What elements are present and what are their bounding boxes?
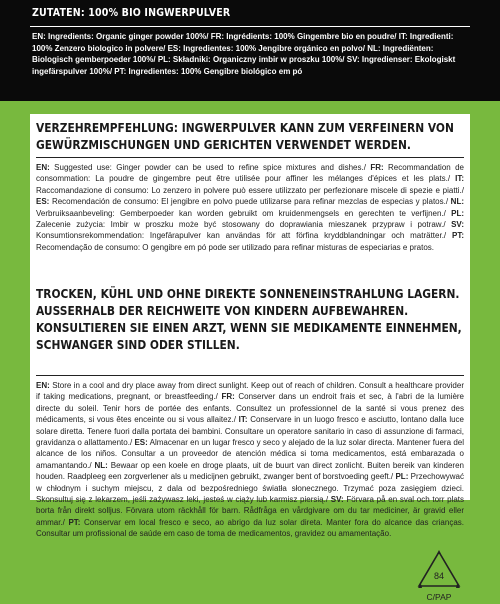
recycling-number: 84 bbox=[433, 571, 445, 581]
storage-code: EN: bbox=[36, 381, 50, 390]
ingredient-code: EN: bbox=[32, 32, 46, 41]
storage-text: Bewaar op een koele en droge plaats, uit de buurt van direct zonlicht. Buiten bereik van kinderen houden. Raadpleeg een zorgverlener als u medicijnen gebruikt, zwanger bent of borstvoeding geeft./ bbox=[36, 460, 464, 482]
usage-divider bbox=[36, 157, 464, 158]
ingredient-text: Ingredientes: 100% Jengibre orgánico en polvo/ bbox=[180, 43, 368, 53]
ingredient-code: PT: bbox=[114, 66, 127, 76]
usage-text: Konsumtionsrekommendation: Ingefärapulver kan användas för att förfina kryddblandningar och maträtter./ bbox=[36, 231, 452, 241]
storage-heading: TROCKEN, KÜHL UND OHNE DIREKTE SONNENEINSTRAHLUNG LAGERN. AUSSERHALB DER REICHWEITE VON KINDERN AUFBEWAHREN. KONSULTIEREN SIE EINEN ARZT, WENN SIE MEDIKAMENTE EINNEHMEN, SCHWANGER SIND ODER STILLEN. bbox=[36, 286, 462, 352]
ingredient-text: Ingredienser: Ekologiskt ingefärspulver 100%/ bbox=[32, 55, 456, 76]
ingredient-text: Ingrediënten: Biologisch gemberpoeder 100%/ bbox=[32, 43, 434, 64]
ingredient-code: ES: bbox=[167, 43, 181, 53]
usage-text: Verbruiksaanbeveling: Gemberpoeder kan worden gebruikt om kruidenmengsels en gerechten te verfijnen./ bbox=[36, 208, 452, 218]
ingredient-text: Składniki: Organiczny imbir w proszku 100%/ bbox=[170, 55, 347, 64]
usage-code: SV: bbox=[451, 220, 464, 230]
usage-code: EN: bbox=[36, 163, 50, 172]
recycling-code: C/PAP bbox=[426, 592, 452, 602]
storage-code: PT: bbox=[68, 517, 81, 527]
usage-code: PT: bbox=[452, 231, 464, 241]
usage-code: NL: bbox=[450, 197, 464, 207]
usage-text: Recommandation de consommation: La poudre de gingembre peut être utilisée pour affiner les mélanges d'épices et les plats./ bbox=[36, 163, 465, 184]
ingredients-section bbox=[0, 0, 500, 101]
usage-code: IT: bbox=[455, 174, 464, 184]
usage-code: ES: bbox=[36, 197, 50, 207]
storage-code: SV: bbox=[330, 495, 344, 505]
ingredients-translations bbox=[32, 31, 468, 77]
usage-code: PL: bbox=[451, 208, 464, 218]
storage-code: IT: bbox=[238, 415, 248, 425]
ingredient-code: NL: bbox=[367, 43, 381, 53]
usage-translations bbox=[36, 162, 464, 253]
usage-text: Suggested use: Ginger powder can be used to refine spice mixtures and dishes./ bbox=[49, 163, 371, 172]
storage-code: ES: bbox=[134, 438, 148, 448]
ingredient-text: Ingrédients: 100% Gingembre bio en poudre/ bbox=[224, 32, 399, 41]
ingredients-title: ZUTATEN: 100% BIO INGWERPULVER bbox=[32, 6, 231, 19]
storage-text: Conservare in un luogo fresco e asciutto, lontano dalla luce solare diretta. Tenere fuori dalla portata dei bambini. Consultare un operatore sanitario in caso di assunzione di farmaci, gravidanza o allattamento./ bbox=[36, 415, 464, 448]
storage-code: PL: bbox=[395, 472, 409, 482]
usage-text: Zalecenie zużycia: Imbir w proszku może być stosowany do doprawiania mieszanek przypraw i potraw./ bbox=[36, 220, 452, 230]
usage-text: Recomendação de consumo: O gengibre em pó pode ser utilizado para refinar misturas de especiarias e pratos. bbox=[36, 242, 434, 252]
storage-code: FR: bbox=[221, 392, 235, 402]
info-panel bbox=[30, 114, 470, 602]
ingredient-text: Ingredientes: 100% Gengibre biológico em pó bbox=[126, 66, 303, 76]
usage-text: Raccomandazione di consumo: Lo zenzero in polvere può essere utilizzato per perfezionare miscele di spezie e piatti./ bbox=[36, 185, 464, 195]
ingredient-code: FR: bbox=[210, 32, 225, 41]
storage-translations bbox=[36, 380, 464, 540]
storage-text: Förvara på en sval och torr plats borta från direkt solljus. Förvara utom räckhåll för barn. Rådfråga en vårdgivare om du tar mediciner, är gravid eller ammar./ bbox=[36, 495, 464, 527]
storage-text: Conserver dans un endroit frais et sec, à l'abri de la lumière directe du soleil. Tenir hors de portée des enfants. Consultez un professionnel de la santé si vous prenez des médicaments, si vous êtes enceinte ou si vous allaitez./ bbox=[36, 392, 464, 425]
usage-heading: VERZEHREMPFEHLUNG: INGWERPULVER KANN ZUM VERFEINERN VON GEWÜRZMISCHUNGEN UND GERICHTEN VERWENDET WERDEN. bbox=[36, 120, 454, 152]
storage-divider bbox=[36, 375, 464, 376]
ingredient-code: SV: bbox=[346, 55, 360, 64]
storage-text: Store in a cool and dry place away from direct sunlight. Keep out of reach of children. Consult a healthcare provider if taking medications, pregnant, or breastfeeding./ bbox=[36, 381, 464, 402]
usage-text: Recomendación de consumo: El jengibre en polvo puede utilizarse para refinar mezclas de especias y platos./ bbox=[49, 197, 451, 207]
ingredient-code: IT: bbox=[398, 32, 408, 41]
ingredient-text: Ingredients: Organic ginger powder 100%/ bbox=[45, 32, 211, 41]
recycling-symbol-icon bbox=[416, 548, 462, 604]
ingredient-text: Ingredienti: 100% Zenzero biologico in polvere/ bbox=[32, 32, 454, 53]
storage-text: Conservar em local fresco e seco, ao abrigo da luz solar direta. Manter fora do alcance das crianças. Consultar um profissional de saúde em caso de toma de medicamentos, gravidez ou amamentação. bbox=[36, 517, 465, 539]
storage-text: Przechowywać w chłodnym i suchym miejscu, z dala od bezpośredniego światła słonecznego. Trzymać poza zasięgiem dzieci. Skonsultuj się z lekarzem, jeśli zażywasz leki, jesteś w ciąży lub karmisz piersią./ bbox=[36, 472, 465, 505]
ingredients-divider bbox=[30, 26, 470, 27]
usage-code: FR: bbox=[370, 163, 384, 172]
ingredient-code: PL: bbox=[157, 55, 171, 64]
storage-text: Almacenar en un lugar fresco y seco y alejado de la luz solar directa. Mantener fuera del alcance de los niños. Consultar a un proveedor de atención médica si toma medicamentos, está embarazada o amamantando./ bbox=[36, 438, 464, 470]
storage-code: NL: bbox=[94, 460, 108, 470]
